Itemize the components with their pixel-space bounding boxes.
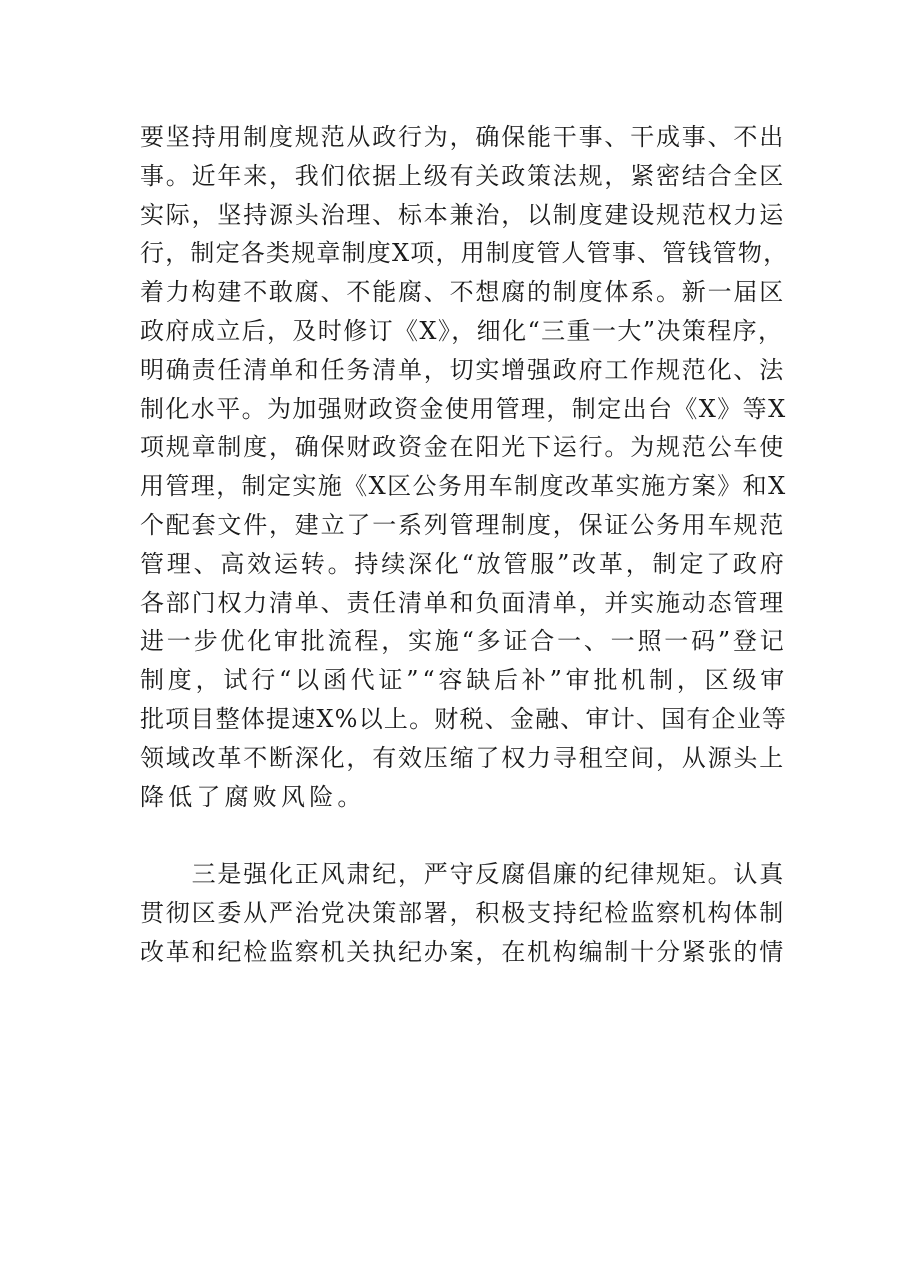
- text-line: 各部门权力清单、责任清单和负面清单，并实施动态管理: [140, 588, 785, 617]
- text-line: 批项目整体提速X%以上。财税、金融、审计、国有企业等: [140, 704, 788, 733]
- text-line: 事。近年来，我们依据上级有关政策法规，紧密结合全区: [140, 161, 785, 190]
- text-line: 制化水平。为加强财政资金使用管理，制定出台《X》等X: [140, 394, 787, 423]
- paragraph-gap: [140, 816, 780, 855]
- text-line: 进一步优化审批流程，实施“多证合一、一照一码”登记: [140, 627, 787, 656]
- paragraph-three: [140, 855, 785, 971]
- text-line: 用管理，制定实施《X区公务用车制度改革实施方案》和X: [140, 472, 787, 501]
- text-line: 管理、高效运转。持续深化“放管服”改革，制定了政府: [140, 549, 787, 578]
- text-line: 着力构建不敢腐、不能腐、不想腐的制度体系。新一届区: [140, 278, 785, 307]
- paragraph-continued: [140, 118, 789, 816]
- text-line: 贯彻区委从严治党决策部署，积极支持纪检监察机构体制: [140, 899, 785, 928]
- text-line: 领域改革不断深化，有效压缩了权力寻租空间，从源头上: [140, 743, 785, 772]
- text-line: 三是强化正风肃纪，严守反腐倡廉的纪律规矩。认真: [140, 860, 785, 889]
- text-line: 要坚持用制度规范从政行为，确保能干事、干成事、不出: [140, 123, 785, 151]
- text-line: 政府成立后，及时修订《X》，细化“三重一大”决策程序，: [140, 316, 784, 345]
- text-line: 制度，试行“以函代证”“容缺后补”审批机制，区级审: [140, 666, 789, 695]
- text-line: 行，制定各类规章制度X项，用制度管人管事、管钱管物，: [140, 239, 789, 268]
- document-body: [140, 118, 789, 972]
- text-line: 项规章制度，确保财政资金在阳光下运行。为规范公车使: [140, 433, 785, 462]
- text-line: 明确责任清单和任务清单，切实增强政府工作规范化、法: [140, 355, 785, 384]
- text-line: 降低了腐败风险。: [140, 782, 366, 811]
- text-line: 实际，坚持源头治理、标本兼治，以制度建设规范权力运: [140, 200, 785, 229]
- text-line: 个配套文件，建立了一系列管理制度，保证公务用车规范: [140, 510, 785, 539]
- text-line: 改革和纪检监察机关执纪办案，在机构编制十分紧张的情: [140, 937, 785, 966]
